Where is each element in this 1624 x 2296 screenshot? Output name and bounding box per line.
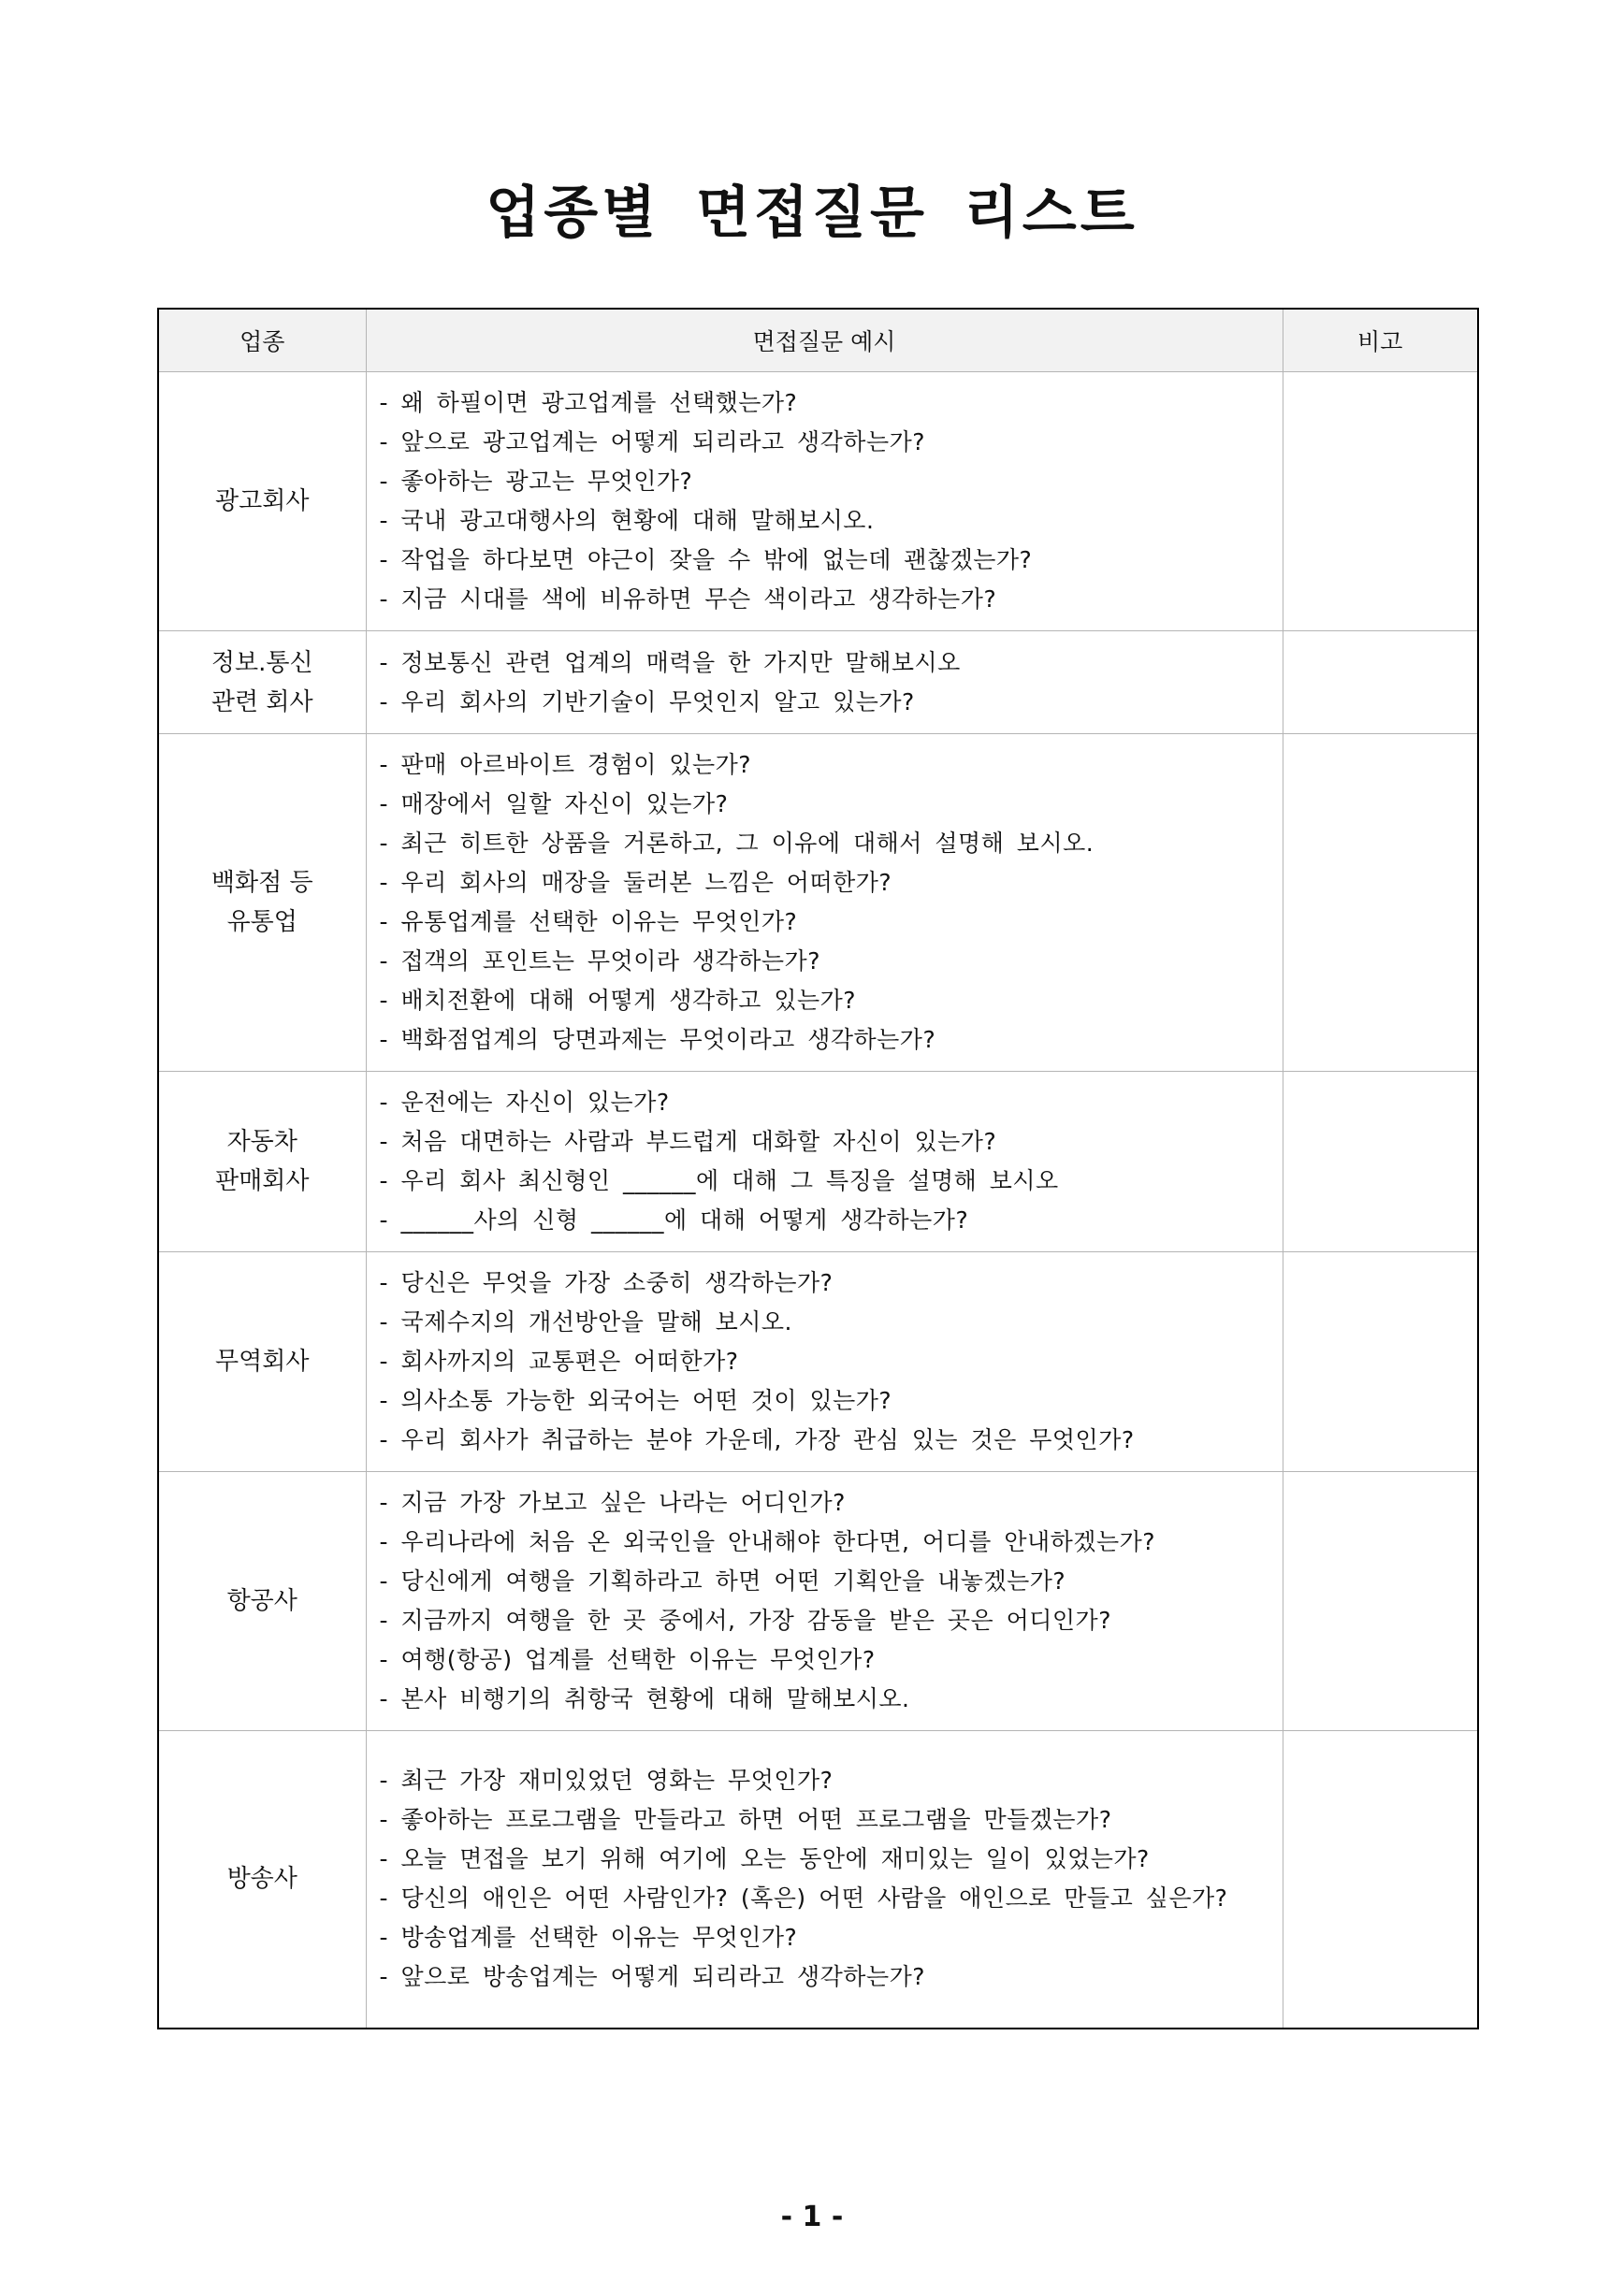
industry-label: 무역회사 [215, 1348, 310, 1376]
industry-cell [158, 372, 366, 631]
questions-cell [366, 1072, 1283, 1252]
page-title: 업종별 면접질문 리스트 [486, 181, 1138, 246]
question-item: - 지금까지 여행을 한 곳 중에서, 가장 감동을 받은 곳은 어디인가? [379, 1607, 1111, 1634]
question-item: - 지금 시대를 색에 비유하면 무슨 색이라고 생각하는가? [379, 585, 997, 613]
question-item: - 국내 광고대행사의 현황에 대해 말해보시오. [379, 507, 875, 534]
industry-label: 백화점 등 [210, 869, 313, 897]
industry-cell [158, 1072, 366, 1252]
question-list [380, 1761, 1283, 1997]
industry-label: 항공사 [226, 1587, 297, 1615]
question-item: - 지금 가장 가보고 싶은 나라는 어디인가? [379, 1489, 846, 1516]
industry-label: 방송사 [226, 1865, 297, 1894]
question-item: - 접객의 포인트는 무엇이라 생각하는가? [379, 947, 820, 975]
questions-cell [366, 1731, 1283, 2029]
question-item: - 회사까지의 교통편은 어떠한가? [379, 1348, 739, 1375]
question-item: - 왜 하필이면 광고업계를 선택했는가? [379, 389, 798, 416]
question-item: - 좋아하는 프로그램을 만들라고 하면 어떤 프로그램을 만들겠는가? [379, 1806, 1112, 1834]
question-item: - 당신의 애인은 어떤 사람인가? (혹은) 어떤 사람을 애인으로 만들고 싶은가? [379, 1884, 1228, 1913]
table-row [158, 631, 1478, 734]
industry-cell [158, 1731, 366, 2029]
question-list [380, 383, 1283, 619]
question-item: - 앞으로 방송업계는 어떻게 되리라고 생각하는가? [379, 1963, 926, 1991]
question-item: - 운전에는 자신이 있는가? [379, 1089, 670, 1116]
question-list [380, 1483, 1283, 1719]
question-item: - 방송업계를 선택한 이유는 무엇인가? [379, 1924, 798, 1952]
industry-label: 판매회사 [215, 1167, 310, 1195]
question-item: - 우리 회사의 매장을 둘러본 느낌은 어떠한가? [379, 869, 892, 896]
industry-cell [158, 734, 366, 1072]
question-item: - 배치전환에 대해 어떻게 생각하고 있는가? [379, 987, 857, 1014]
question-list [380, 1264, 1283, 1460]
interview-question-table [157, 308, 1479, 2029]
note-cell [1283, 1472, 1478, 1731]
industry-label: 광고회사 [215, 487, 310, 515]
question-item: - 최근 히트한 상품을 거론하고, 그 이유에 대해서 설명해 보시오. [379, 830, 1095, 857]
question-item: - 유통업계를 선택한 이유는 무엇인가? [379, 908, 798, 935]
question-item: - 당신에게 여행을 기획하라고 하면 어떤 기획안을 내놓겠는가? [379, 1567, 1066, 1595]
question-item: - 처음 대면하는 사람과 부드럽게 대화할 자신이 있는가? [379, 1128, 997, 1155]
question-item: - 매장에서 일할 자신이 있는가? [379, 790, 729, 817]
industry-cell [158, 1472, 366, 1731]
questions-cell [366, 372, 1283, 631]
question-item: - 우리 회사가 취급하는 분야 가운데, 가장 관심 있는 것은 무엇인가? [379, 1426, 1135, 1453]
question-item: - 의사소통 가능한 외국어는 어떤 것이 있는가? [379, 1387, 892, 1414]
table-row [158, 1252, 1478, 1472]
question-item: - 백화점업계의 당면과제는 무엇이라고 생각하는가? [379, 1026, 936, 1053]
question-item: - 여행(항공) 업계를 선택한 이유는 무엇인가? [379, 1646, 876, 1673]
note-cell [1283, 1072, 1478, 1252]
note-cell [1283, 1252, 1478, 1472]
header-questions: 면접질문 예시 [366, 309, 1283, 372]
question-item: - 본사 비행기의 취항국 현황에 대해 말해보시오. [379, 1685, 910, 1712]
table-row [158, 734, 1478, 1072]
question-item: - 작업을 하다보면 야근이 잦을 수 밖에 없는데 괜찮겠는가? [379, 546, 1033, 573]
header-note: 비고 [1283, 309, 1478, 372]
note-cell [1283, 372, 1478, 631]
question-item: - 좋아하는 광고는 무엇인가? [379, 468, 693, 495]
question-item: - 국제수지의 개선방안을 말해 보시오. [379, 1308, 793, 1336]
industry-label: 자동차 [226, 1128, 297, 1156]
table-header-row [158, 309, 1478, 372]
question-item: - 오늘 면접을 보기 위해 여기에 오는 동안에 재미있는 일이 있었는가? [379, 1845, 1150, 1873]
question-item: - 우리나라에 처음 온 외국인을 안내해야 한다면, 어디를 안내하겠는가? [379, 1528, 1156, 1555]
question-item: - 당신은 무엇을 가장 소중히 생각하는가? [379, 1269, 834, 1296]
industry-cell [158, 631, 366, 734]
questions-cell [366, 631, 1283, 734]
industry-label: 유통업 [226, 908, 297, 936]
note-cell [1283, 631, 1478, 734]
industry-label: 정보.통신 [210, 648, 313, 677]
table-row [158, 1072, 1478, 1252]
question-item: - 앞으로 광고업계는 어떻게 되리라고 생각하는가? [379, 428, 926, 455]
questions-cell [366, 734, 1283, 1072]
questions-cell [366, 1252, 1283, 1472]
table-row [158, 372, 1478, 631]
page-number: - 1 - [780, 2201, 844, 2233]
header-industry: 업종 [158, 309, 366, 372]
question-item: - 정보통신 관련 업계의 매력을 한 가지만 말해보시오 [379, 648, 961, 676]
question-item: - 판매 아르바이트 경험이 있는가? [379, 751, 752, 778]
questions-cell [366, 1472, 1283, 1731]
question-item: - 우리 회사 최신형인 ______에 대해 그 특징을 설명해 보시오 [379, 1167, 1059, 1194]
question-item: - ______사의 신형 ______에 대해 어떻게 생각하는가? [379, 1206, 969, 1234]
question-item: - 우리 회사의 기반기술이 무엇인지 알고 있는가? [379, 687, 915, 715]
question-list [380, 643, 1283, 722]
table-row [158, 1731, 1478, 2029]
industry-cell [158, 1252, 366, 1472]
note-cell [1283, 734, 1478, 1072]
table-row [158, 1472, 1478, 1731]
question-list [380, 745, 1283, 1060]
question-item: - 최근 가장 재미있었던 영화는 무엇인가? [379, 1767, 834, 1795]
question-list [380, 1083, 1283, 1240]
note-cell [1283, 1731, 1478, 2029]
industry-label: 관련 회사 [210, 687, 313, 716]
